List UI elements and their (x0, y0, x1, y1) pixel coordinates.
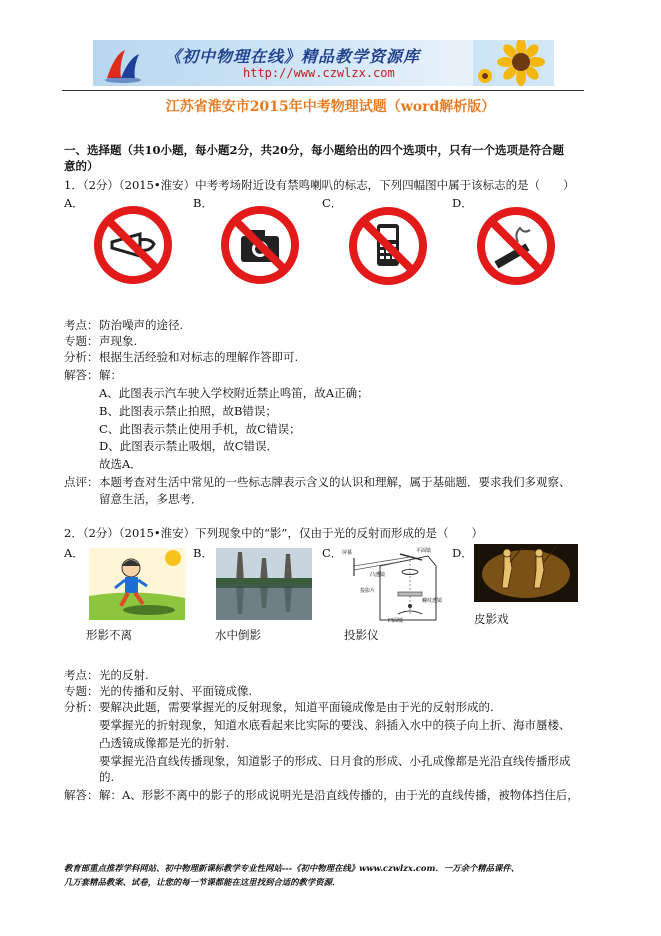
q1-dianping-label: 点评： (64, 475, 99, 489)
q2-caption-a: 形影不离 (86, 628, 132, 642)
q1-option-b-label: B． (193, 196, 213, 210)
header-banner (93, 40, 554, 86)
sunflower-icon (473, 40, 554, 86)
q2-zhuanti-label: 专题： (64, 684, 99, 698)
q1-stem: 1．（2分）（2015•淮安）中考考场附近设有禁鸣喇叭的标志，下列四幅图中属于该标志的是（ ） (64, 178, 575, 192)
q2-caption-b: 水中倒影 (215, 628, 261, 642)
projector-label-screen: 屏幕 (342, 550, 353, 556)
q1-answer-c: C、此图表示禁止使用手机，故C错误； (99, 422, 301, 436)
section-heading-line1: 一、选择题（共10小题，每小题2分，共20分，每小题给出的四个选项中，只有一个选项是符合题 (64, 143, 565, 157)
q2-fenxi-label: 分析： (64, 700, 99, 714)
q1-option-c-label: C． (322, 196, 343, 210)
header-divider (62, 90, 584, 91)
q2-jieda-line1: 解：A、形影不离中的影子的形成说明光是沿直线传播的，由于光的直线传播，被物体挡住后， (99, 788, 579, 802)
q1-option-d-label: D． (452, 196, 473, 210)
q2-caption-c: 投影仪 (344, 628, 379, 642)
projector-label-convex-lens: 凸透镜 (370, 572, 386, 578)
document-title: 江苏省淮安市2015年中考物理试题（word解析版） (165, 99, 496, 115)
projector-label-mirror: 平面镜 (416, 548, 432, 554)
q2-option-d-label: D． (452, 546, 473, 560)
q1-jieda: 解： (99, 368, 122, 382)
water-reflection-photo (216, 548, 312, 620)
q1-kaodian: 防治噪声的途径. (99, 318, 184, 332)
projector-label-fresnel-lens: 螺纹透镜 (422, 598, 443, 604)
q1-fenxi: 根据生活经验和对标志的理解作答即可. (99, 350, 299, 364)
q2-kaodian-label: 考点： (64, 668, 99, 682)
banner-url[interactable]: http://www.czwlzx.com (243, 66, 395, 80)
q2-caption-d: 皮影戏 (474, 612, 509, 626)
banner-title: 《初中物理在线》精品教学资源库 (165, 47, 421, 66)
q2-fenxi-line1: 要解决此题，需要掌握光的反射现象，知道平面镜成像是由于光的反射形成的. (99, 700, 494, 714)
q1-fenxi-label: 分析： (64, 350, 99, 364)
q2-fenxi-line4: 要掌握光沿直线传播现象，知道影子的形成、日月食的形成、小孔成像都是光沿直线传播形成 (99, 754, 571, 768)
q2-kaodian: 光的反射. (99, 668, 149, 682)
q1-answer-b: B、此图表示禁止拍照，故B错误； (99, 404, 277, 418)
q1-zhuanti: 声现象. (99, 334, 138, 348)
no-horn-sign-icon (92, 204, 174, 286)
q1-jieda-label: 解答： (64, 368, 99, 382)
section-heading-line2: 意的） (64, 159, 99, 173)
q1-answer-d: D、此图表示禁止吸烟，故C错误． (99, 439, 279, 453)
no-phone-sign-icon (346, 204, 430, 288)
q2-option-c-label: C． (322, 546, 343, 560)
no-smoking-sign-icon (474, 204, 558, 288)
q2-jieda-label: 解答： (64, 788, 99, 802)
q2-fenxi-line3: 凸透镜成像都是光的折射. (99, 736, 230, 750)
footer-line2: 几万套精品教案、试卷，让您的每一节课都能在这里找到合适的教学资源． (64, 877, 341, 887)
shadow-puppet-photo (474, 544, 578, 602)
q2-fenxi-line2: 要掌握光的折射现象，知道水底看起来比实际的要浅、斜插入水中的筷子向上折、海市蜃楼、 (99, 718, 571, 732)
q1-dianping-line1: 本题考查对生活中常见的一些标志牌表示含义的认识和理解，属于基础题．要求我们多观察、 (99, 475, 571, 489)
q2-option-b-label: B． (193, 546, 213, 560)
shadow-boy-illustration (89, 548, 185, 620)
q1-zhuanti-label: 专题： (64, 334, 99, 348)
footer-line1: 教育部重点推荐学科网站、初中物理新课标教学专业性网站---《初中物理在线》www.czwlzx.com．一万余个精品课件、 (64, 863, 520, 873)
q1-answer-a: A、此图表示汽车驶入学校附近禁止鸣笛，故A正确； (99, 386, 369, 400)
q1-dianping-line2: 留意生活，多思考． (99, 492, 203, 506)
q2-fenxi-line5: 的. (99, 770, 115, 784)
q2-zhuanti: 光的传播和反射、平面镜成像. (99, 684, 253, 698)
q2-stem: 2．（2分）（2015•淮安）下列现象中的“影”，仅由于光的反射而形成的是（ ） (64, 526, 483, 540)
no-camera-sign-icon (219, 204, 301, 286)
logo-icon (101, 44, 145, 84)
q1-option-a-label: A． (64, 196, 84, 210)
q1-answer-choice: 故选A． (99, 457, 142, 471)
projector-diagram (340, 546, 446, 626)
projector-label-slide: 投影片 (360, 588, 376, 594)
q2-option-a-label: A． (64, 546, 84, 560)
q1-kaodian-label: 考点： (64, 318, 99, 332)
projector-label-concave-mirror: 凹面镜 (388, 618, 404, 624)
